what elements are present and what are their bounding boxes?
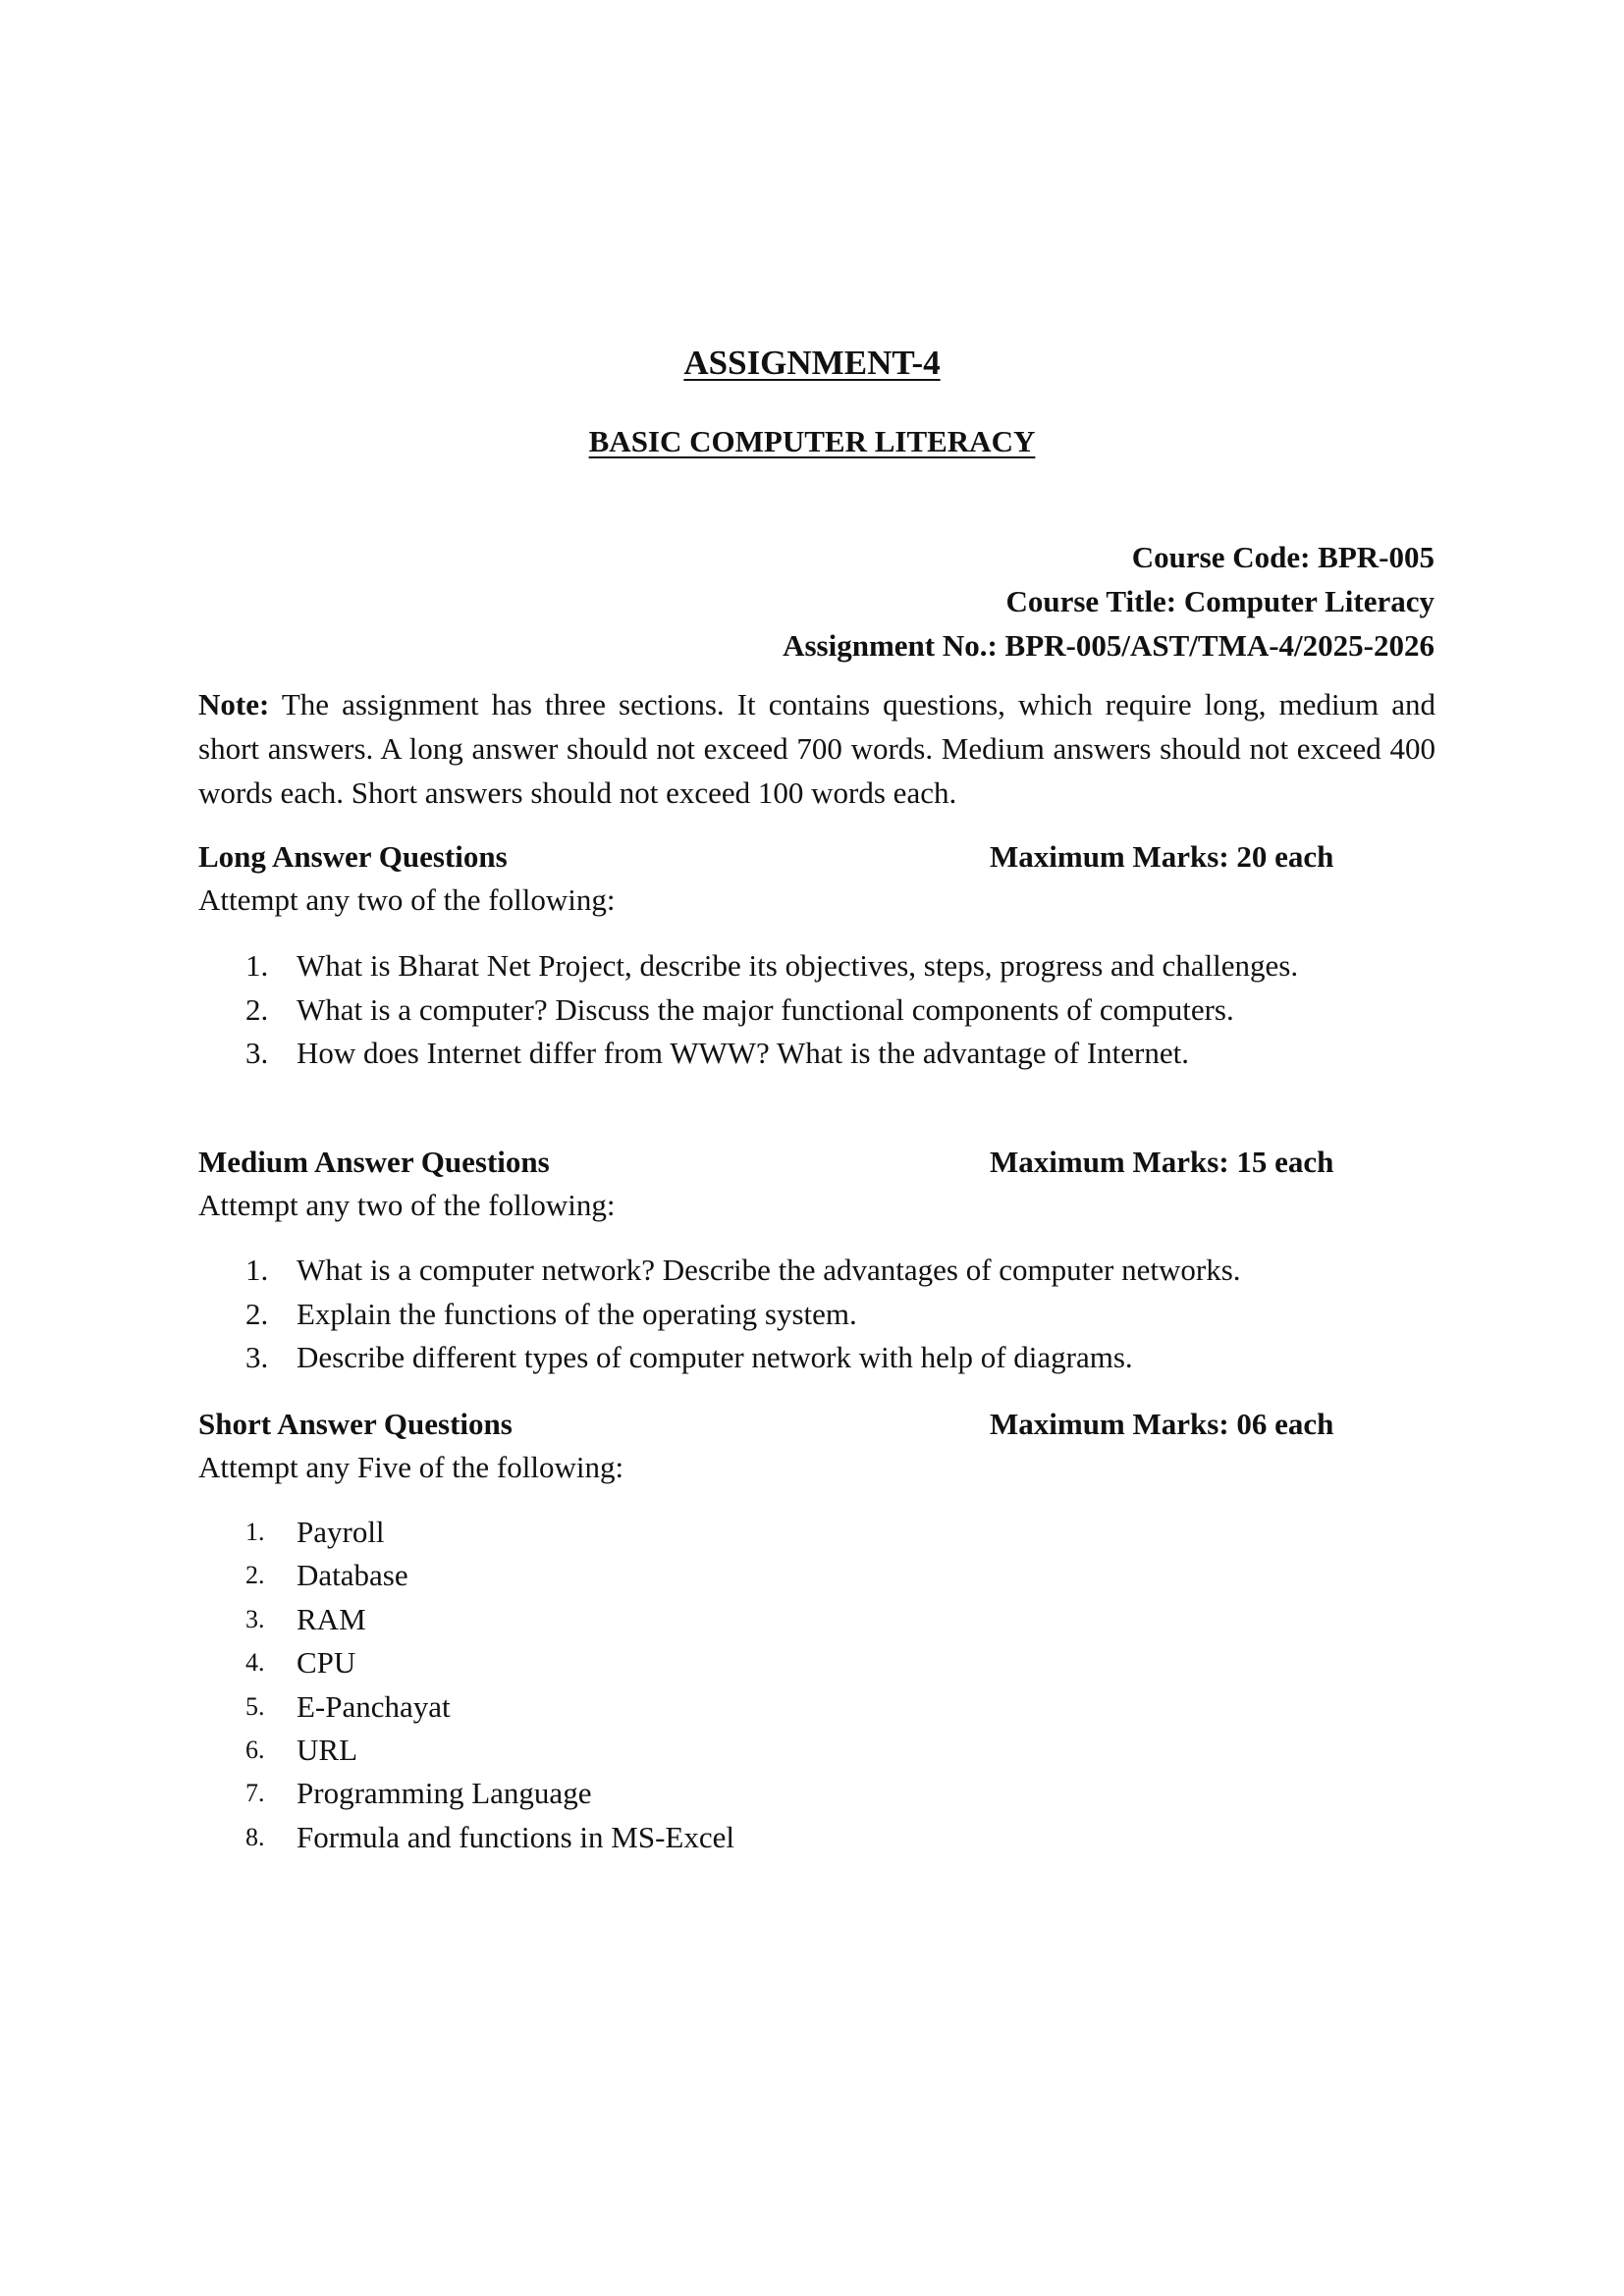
- question-item: [198, 1685, 734, 1729]
- question-number: 3.: [245, 1604, 265, 1633]
- section-title: Short Answer Questions: [198, 1407, 513, 1441]
- course-title: Course Title: Computer Literacy: [1005, 584, 1435, 618]
- question-number: 1.: [245, 1518, 265, 1546]
- question-number: 4.: [245, 1648, 265, 1678]
- question-item: [198, 1249, 1241, 1293]
- question-text: Explain the functions of the operating system.: [297, 1296, 857, 1331]
- question-item: [198, 944, 1298, 988]
- question-number: 6.: [245, 1735, 265, 1764]
- assignment-number: Assignment No.: BPR-005/AST/TMA-4/2025-2026: [783, 628, 1435, 663]
- course-info-block: [783, 535, 1435, 667]
- long-answer-questions: [198, 944, 1298, 1076]
- question-text: CPU: [297, 1645, 356, 1681]
- question-number: 1.: [245, 948, 269, 983]
- section-title: Long Answer Questions: [198, 839, 508, 874]
- question-text: What is a computer? Discuss the major functional components of computers.: [297, 991, 1234, 1027]
- question-item: [198, 988, 1298, 1033]
- section-title: Medium Answer Questions: [198, 1145, 550, 1179]
- question-text: Database: [297, 1558, 408, 1593]
- question-number: 8.: [245, 1822, 265, 1851]
- question-item: [198, 1336, 1241, 1380]
- question-text: Payroll: [297, 1515, 385, 1549]
- question-number: 7.: [245, 1779, 265, 1808]
- question-item: [198, 1293, 1241, 1337]
- question-text: RAM: [297, 1601, 366, 1636]
- question-number: 2.: [245, 991, 269, 1027]
- question-item: [198, 1032, 1298, 1076]
- section-marks: Maximum Marks: 06 each: [990, 1407, 1334, 1441]
- question-text: Programming Language: [297, 1776, 592, 1811]
- question-number: 3.: [245, 1036, 269, 1070]
- note-label: Note:: [198, 687, 270, 721]
- section-instruction: Attempt any Five of the following:: [198, 1450, 624, 1484]
- question-number: 2.: [245, 1296, 269, 1331]
- question-number: 3.: [245, 1340, 269, 1374]
- question-item: [198, 1511, 734, 1554]
- subject-title: BASIC COMPUTER LITERACY: [588, 424, 1036, 458]
- question-text: E-Panchayat: [297, 1688, 451, 1724]
- short-answer-questions: [198, 1511, 734, 1859]
- question-number: 1.: [245, 1253, 269, 1287]
- question-item: [198, 1816, 734, 1859]
- question-item: [198, 1554, 734, 1597]
- question-text: URL: [297, 1732, 357, 1767]
- section-instruction: Attempt any two of the following:: [198, 882, 616, 917]
- section-marks: Maximum Marks: 20 each: [990, 839, 1334, 874]
- question-text: Formula and functions in MS-Excel: [297, 1819, 734, 1854]
- long-answer-heading: [198, 837, 1435, 877]
- medium-answer-questions: [198, 1249, 1241, 1380]
- note-text: The assignment has three sections. It contains questions, which require long, medium and short answers. A long answer should not exceed 700 words. Medium answers should not exceed 400 words each. Short answers should not exceed 100 words each.: [198, 687, 1435, 810]
- question-number: 2.: [245, 1561, 265, 1590]
- question-text: Describe different types of computer network with help of diagrams.: [297, 1340, 1133, 1374]
- assignment-title: ASSIGNMENT-4: [683, 344, 941, 382]
- question-item: [198, 1772, 734, 1815]
- question-item: [198, 1598, 734, 1641]
- question-text: What is Bharat Net Project, describe its objectives, steps, progress and challenges.: [297, 948, 1299, 983]
- question-item: [198, 1641, 734, 1684]
- question-item: [198, 1729, 734, 1772]
- question-text: How does Internet differ from WWW? What is the advantage of Internet.: [297, 1036, 1189, 1070]
- question-number: 5.: [245, 1691, 265, 1721]
- course-code: Course Code: BPR-005: [1131, 540, 1435, 574]
- section-marks: Maximum Marks: 15 each: [990, 1145, 1334, 1179]
- section-instruction: Attempt any two of the following:: [198, 1188, 616, 1222]
- question-text: What is a computer network? Describe the advantages of computer networks.: [297, 1253, 1241, 1287]
- note-paragraph: [198, 682, 1435, 815]
- medium-answer-heading: [198, 1143, 1435, 1182]
- short-answer-heading: [198, 1405, 1435, 1444]
